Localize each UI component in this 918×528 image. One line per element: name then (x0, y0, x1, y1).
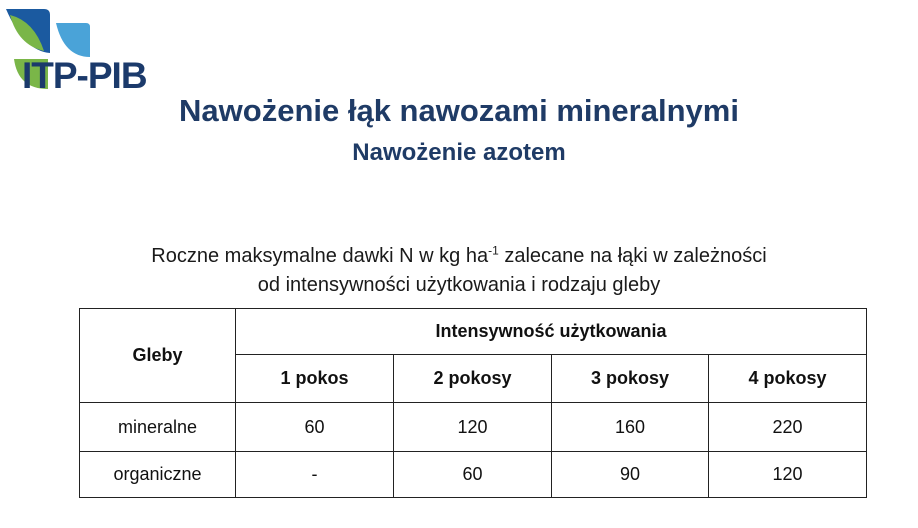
group-header-intensity: Intensywność użytkowania (236, 309, 867, 355)
table-cell: 90 (552, 451, 709, 497)
table-cell: 120 (394, 403, 552, 451)
table-row (80, 403, 867, 451)
row-label: mineralne (80, 403, 236, 451)
table-row (80, 451, 867, 497)
table-cell: - (236, 451, 394, 497)
caption-superscript: -1 (488, 243, 499, 258)
row-header-soils: Gleby (80, 309, 236, 403)
column-header: 2 pokosy (394, 355, 552, 403)
page-title: Nawożenie łąk nawozami mineralnymi (179, 93, 739, 128)
column-header: 4 pokosy (709, 355, 867, 403)
column-header: 1 pokos (236, 355, 394, 403)
logo-text: ITP-PIB (22, 55, 147, 96)
table-cell: 160 (552, 403, 709, 451)
table-cell: 60 (236, 403, 394, 451)
caption-line-2: od intensywności użytkowania i rodzaju gleby (257, 274, 661, 296)
row-label: organiczne (80, 451, 236, 497)
caption-line-1: Roczne maksymalne dawki N w kg $ha^{-1}$ zalecane na łąki w zależności (151, 243, 767, 267)
table-cell: 120 (709, 451, 867, 497)
page-subtitle: Nawożenie azotem (352, 139, 566, 166)
nitrogen-dose-table (79, 308, 867, 498)
table-cell: 220 (709, 403, 867, 451)
table-caption (0, 242, 918, 300)
column-header: 3 pokosy (552, 355, 709, 403)
table-cell: 60 (394, 451, 552, 497)
itp-pib-logo (4, 5, 184, 97)
